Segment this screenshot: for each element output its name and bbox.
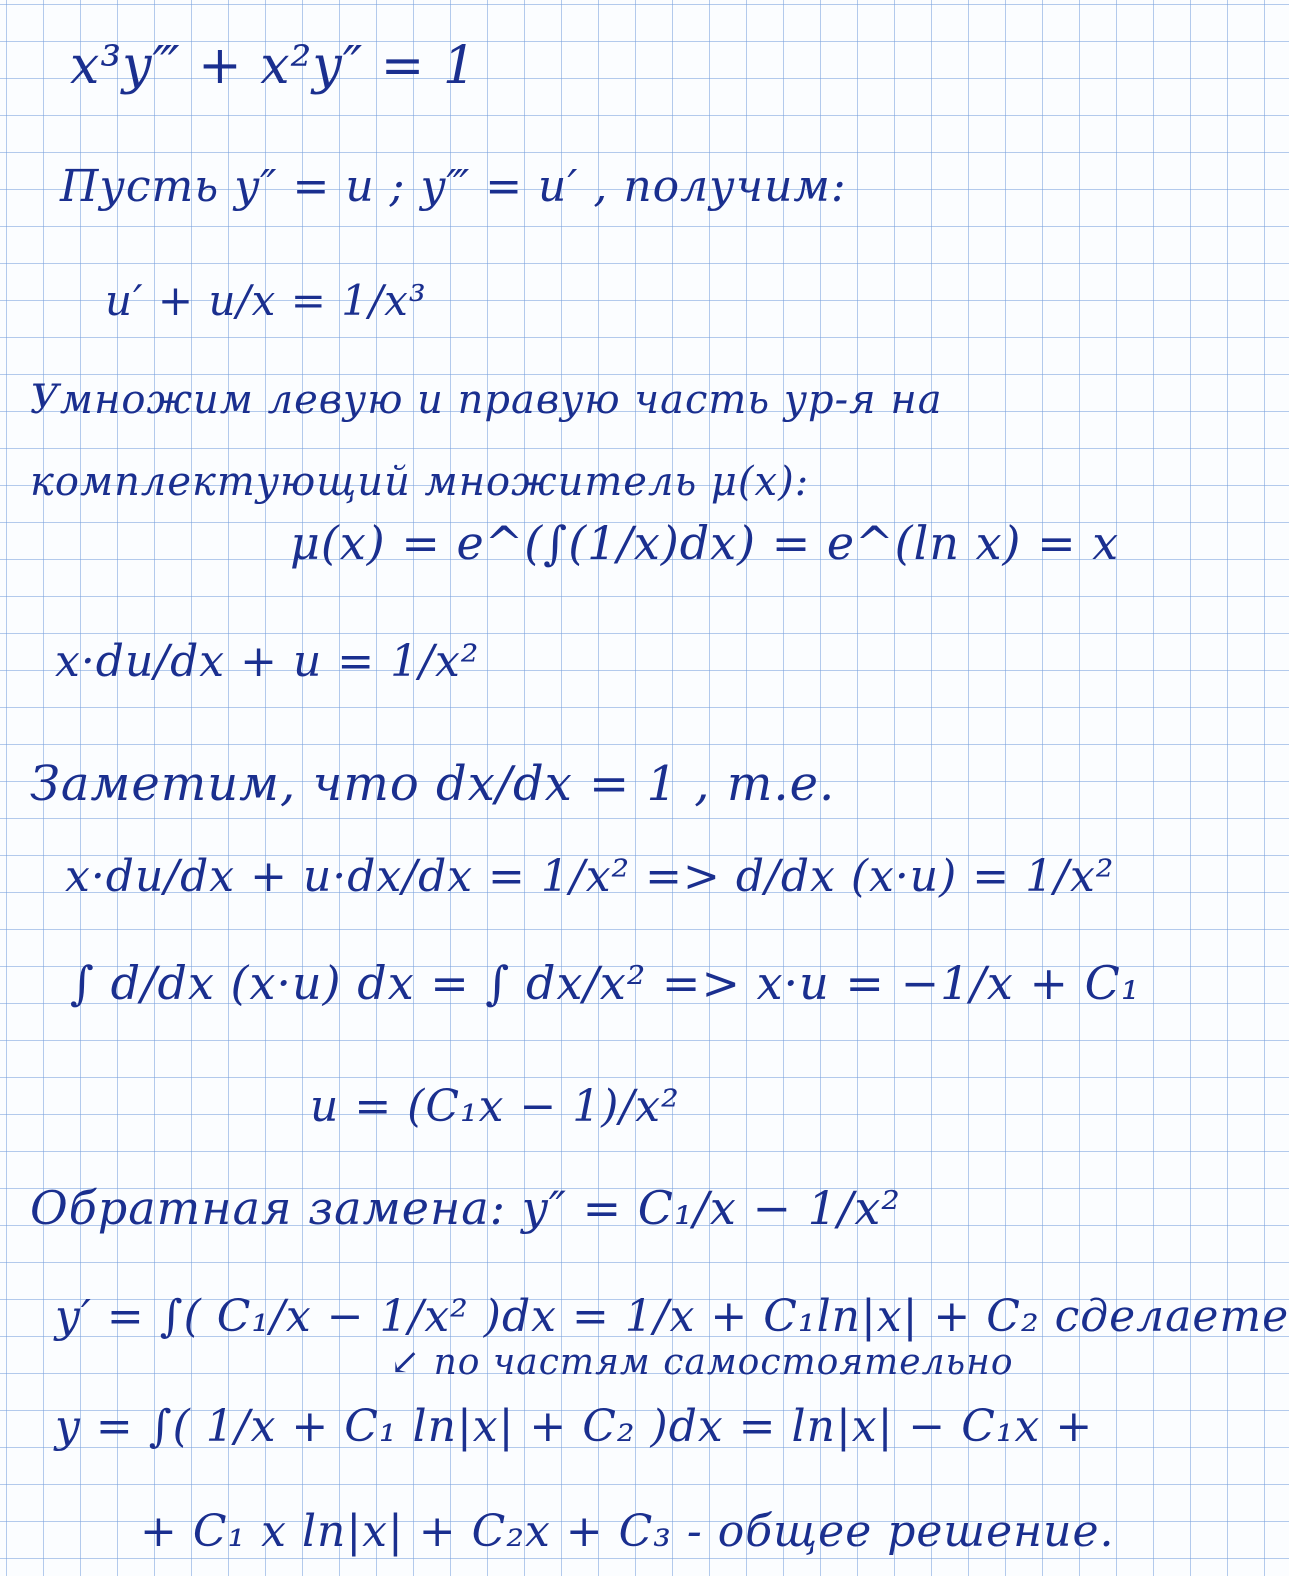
equation-u-solution: u = (C₁x − 1)/x² xyxy=(310,1081,680,1132)
equation-back-substitution: Обратная замена: y″ = C₁/x − 1/x² xyxy=(30,1181,901,1235)
equation-y-integral: y = ∫( 1/x + C₁ ln|x| + C₂ )dx = ln|x| − C₁x + xyxy=(55,1401,1094,1452)
note-by-parts: ↙ по частям самостоятельно xyxy=(390,1342,1014,1383)
substitution-line: Пусть y″ = u ; y‴ = u′ , получим: xyxy=(60,161,847,212)
equation-integrating-factor: μ(x) = e^(∫(1/x)dx) = e^(ln x) = x xyxy=(290,516,1120,570)
text-integrating-factor: комплектующий множитель μ(x): xyxy=(30,459,810,505)
equation-product-rule: x·du/dx + u·dx/dx = 1/x² => d/dx (x·u) = 1/x² xyxy=(65,851,1115,902)
text-multiply-instruction: Умножим левую и правую часть ур-я на xyxy=(30,377,943,423)
equation-general-solution: + C₁ x ln|x| + C₂x + C₃ - общее решение. xyxy=(140,1506,1115,1557)
equation-first-order: u′ + u/x = 1/x³ xyxy=(105,276,427,325)
equation-first-derivative: y′ = ∫( C₁/x − 1/x² )dx = 1/x + C₁ln|x| + C₂ сделаете xyxy=(55,1291,1289,1342)
text-note: Заметим, что dx/dx = 1 , т.е. xyxy=(30,756,836,812)
equation-multiplied: x·du/dx + u = 1/x² xyxy=(55,636,480,687)
equation-integration: ∫ d/dx (x·u) dx = ∫ dx/x² => x·u = −1/x + C₁ xyxy=(70,956,1141,1010)
equation-original: x³y‴ + x²y″ = 1 xyxy=(70,36,477,96)
